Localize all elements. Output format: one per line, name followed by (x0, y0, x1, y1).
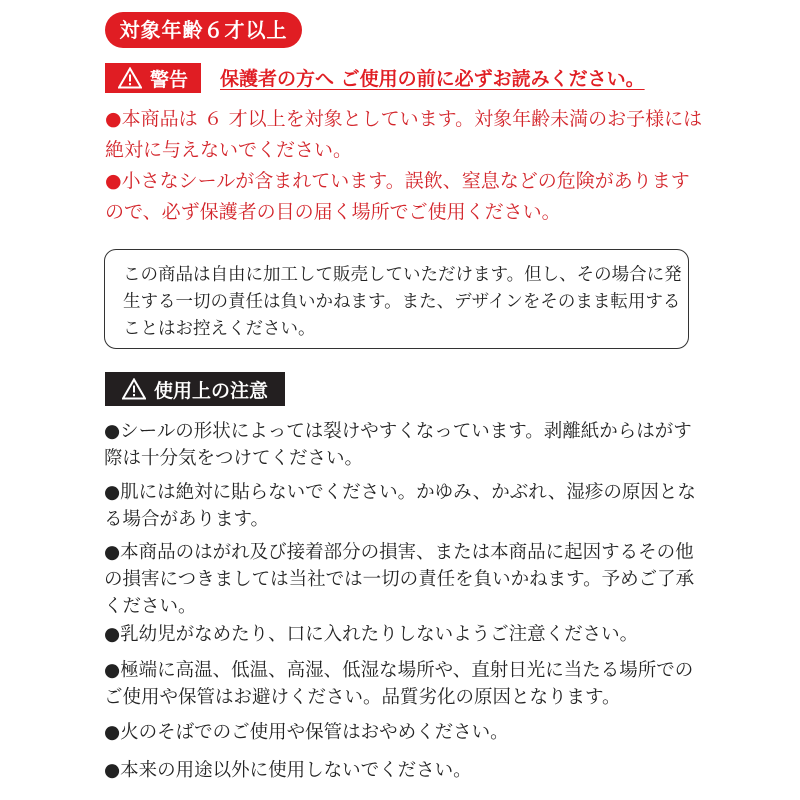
bullet: ● (104, 760, 121, 781)
caution-item (104, 479, 704, 533)
bullet: ● (104, 660, 121, 681)
bullet: ● (105, 170, 122, 192)
caution-badge (105, 372, 285, 406)
bullet: ● (104, 624, 121, 645)
bullet: ● (104, 722, 121, 743)
bullet: ● (104, 482, 121, 503)
bullet: ● (105, 108, 122, 130)
warning-triangle-icon (122, 378, 146, 400)
bullet: ● (104, 421, 121, 442)
caution-item-text: シールの形状によっては裂けやすくなっています。剥離紙からはがす際は十分気をつけてください。 (104, 421, 692, 469)
caution-item (104, 418, 704, 472)
notice-text: この商品は自由に加工して販売していただけます。但し、その場合に発生する一切の責任は負いかねます。また、デザインをそのまま転用することはお控えください。 (123, 265, 682, 339)
warning-label: 警告 (149, 68, 188, 91)
caution-label: 使用上の注意 (153, 379, 268, 402)
notice-box (104, 249, 689, 349)
caution-item-text: 極端に高温、低温、高湿、低湿な場所や、直射日光に当たる場所でのご使用や保管はお避けください。品質劣化の原因となります。 (104, 660, 694, 708)
bullet: ● (104, 542, 121, 563)
caution-item-text: 乳幼児がなめたり、口に入れたりしないようご注意ください。 (120, 624, 639, 645)
warning-triangle-icon (118, 67, 142, 89)
age-badge: 対象年齢６才以上 (105, 12, 302, 48)
warning-item (105, 166, 705, 228)
guardian-note: 保護者の方へ ご使用の前に必ずお読みください。 (220, 68, 645, 90)
caution-item-text: 火のそばでのご使用や保管はおやめください。 (120, 722, 509, 743)
caution-item (104, 719, 704, 746)
warning-item (105, 104, 705, 166)
caution-item (104, 657, 704, 711)
caution-item (104, 621, 704, 648)
caution-item-text: 肌には絶対に貼らないでください。かゆみ、かぶれ、湿疹の原因となる場合があります。 (104, 482, 696, 530)
warning-badge (105, 63, 201, 93)
caution-item (104, 757, 704, 784)
caution-item (104, 539, 704, 620)
caution-item-text: 本来の用途以外に使用しないでください。 (120, 760, 472, 781)
caution-item-text: 本商品のはがれ及び接着部分の損害、または本商品に起因するその他の損害につきましては当社では一切の責任を負いかねます。予めご了承ください。 (104, 542, 695, 617)
warning-item-text: 小さなシールが含まれています。誤飲、窒息などの危険がありますので、必ず保護者の目の届く場所でご使用ください。 (105, 170, 690, 223)
warning-item-text: 本商品は ６ 才以上を対象としています。対象年齢未満のお子様には絶対に与えないでください。 (105, 108, 703, 161)
